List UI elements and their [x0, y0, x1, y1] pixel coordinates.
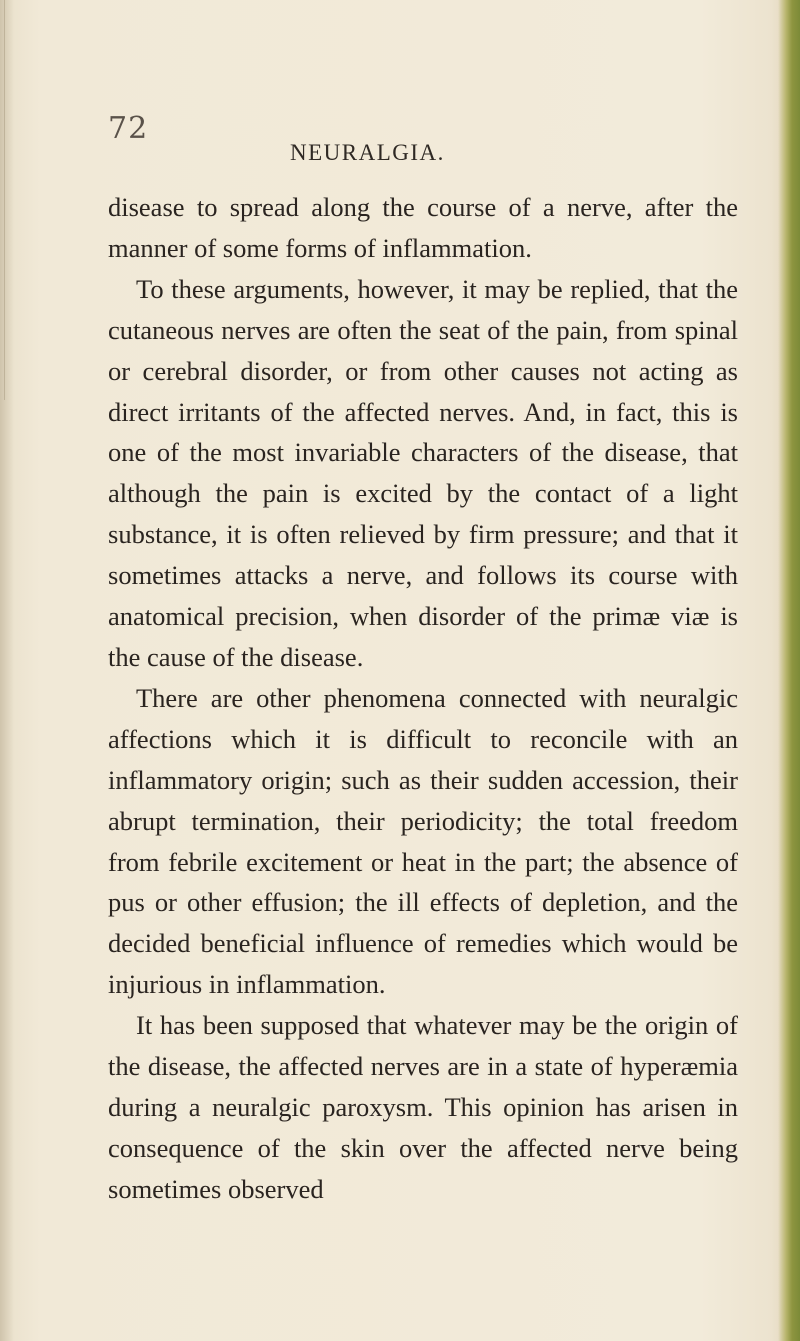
page-number: 72 — [108, 111, 149, 146]
body-text — [108, 187, 738, 1210]
paragraph-3: There are other phenomena connected with neuralgic affections which it is difficult to reconcile with an inflammatory origin; such as their sudden accession, their abrupt termination, their periodicity; the total freedom from febrile excitement or heat in the part; the absence of pus or other effusion; the ill effects of depletion, and the decided beneficial influence of remedies which would be injurious in inflammation. — [108, 682, 738, 1000]
paragraph-1: disease to spread along the course of a nerve, after the manner of some forms of inflammation. — [108, 192, 738, 263]
paragraph-2: To these arguments, however, it may be replied, that the cutaneous nerves are often the seat of the pain, from spinal or cerebral disorder, or from other causes not acting as direct irritants of the affected nerves. And, in fact, this is one of the most invariable characters of the disease, that although the pain is excited by the contact of a light substance, it is often relieved by firm pressure; and that it sometimes attacks a nerve, and follows its course with anatomical precision, when disorder of the primæ viæ is the cause of the disease. — [108, 273, 738, 672]
paragraph-4: It has been supposed that whatever may be the origin of the disease, the affected nerves are in a state of hyperæmia during a neuralgic paroxysm. This opinion has arisen in consequence of the skin over the affected nerve being sometimes observed — [108, 1010, 738, 1204]
page-edge-right — [778, 0, 800, 1341]
running-head: NEURALGIA. — [290, 140, 445, 165]
page-edge-lines — [4, 0, 7, 400]
spine-shadow — [0, 0, 14, 1341]
